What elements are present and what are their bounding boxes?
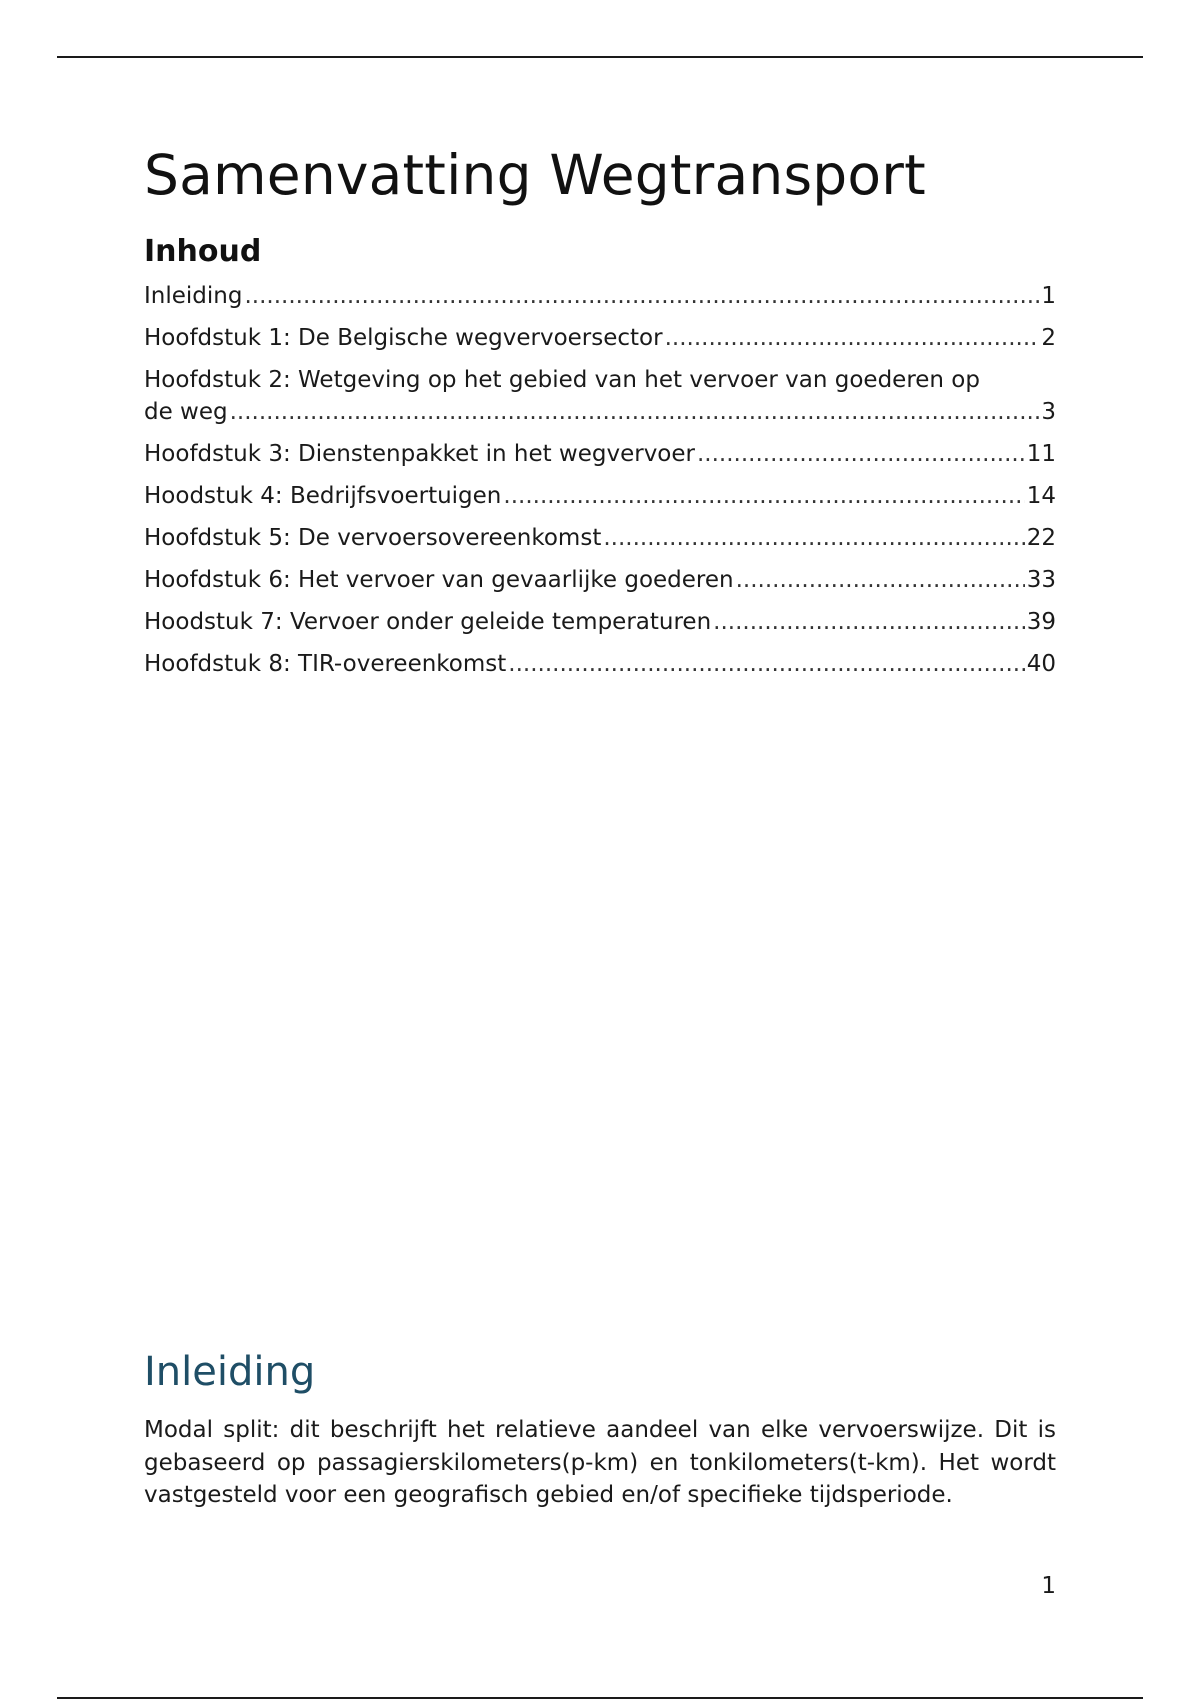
toc-entry-label: Hoofdstuk 6: Het vervoer van gevaarlijke goederen: [144, 567, 734, 593]
toc-entry-label: Hoodstuk 7: Vervoer onder geleide temperaturen: [144, 609, 712, 635]
toc-entry-label: Hoofdstuk 8: TIR-overeenkomst: [144, 651, 507, 677]
toc-dot-leader: [503, 480, 1024, 512]
toc-heading: Inhoud: [144, 234, 262, 269]
toc-entry-page: 11: [1026, 441, 1056, 467]
toc-entry-hoofdstuk-5[interactable]: [144, 522, 1056, 554]
toc-entry-page: 1: [1041, 283, 1056, 309]
toc-entry-hoofdstuk-4[interactable]: [144, 480, 1056, 512]
toc-entry-page: 2: [1041, 325, 1056, 351]
toc-dot-leader: [713, 606, 1025, 638]
toc-entry-hoofdstuk-1[interactable]: [144, 322, 1056, 354]
table-of-contents: [144, 280, 1056, 680]
toc-entry-hoofdstuk-3[interactable]: [144, 438, 1056, 470]
toc-entry-hoofdstuk-8[interactable]: [144, 648, 1056, 680]
section-paragraph: Modal split: dit beschrijft het relatieve aandeel van elke vervoerswijze. Dit is gebaseerd op passagierskilometers(p-km) en tonkilometers(t-km). Het wordt vastgesteld voor een geografisch gebied en/of specifieke tijdsperiode.: [144, 1417, 1056, 1508]
toc-entry-label: Hoofdstuk 3: Dienstenpakket in het wegvervoer: [144, 441, 695, 467]
toc-entry-page: 14: [1026, 483, 1056, 509]
toc-dot-leader: [697, 438, 1025, 470]
toc-entry-label: Hoodstuk 4: Bedrijfsvoertuigen: [144, 483, 502, 509]
toc-entry-label: Hoofdstuk 1: De Belgische wegvervoersector: [144, 325, 663, 351]
toc-entry-page: 22: [1026, 525, 1056, 551]
toc-dot-leader: [244, 280, 1039, 312]
document-body: [144, 140, 1056, 690]
document-title: Samenvatting Wegtransport: [144, 143, 926, 207]
toc-dot-leader: [230, 396, 1040, 428]
toc-entry-label: Hoofdstuk 2: Wetgeving op het gebied van het vervoer van goederen op: [144, 367, 980, 393]
toc-entry-label: Hoofdstuk 5: De vervoersovereenkomst: [144, 525, 602, 551]
toc-dot-leader: [603, 522, 1024, 554]
toc-entry-page: 33: [1026, 567, 1056, 593]
toc-dot-leader: [665, 322, 1040, 354]
toc-entry-page: 3: [1041, 399, 1056, 425]
toc-entry-hoofdstuk-2[interactable]: [144, 364, 1056, 428]
page-top-rule: [57, 56, 1143, 58]
toc-dot-leader: [736, 564, 1025, 596]
section-heading-inleiding: Inleiding: [144, 1349, 316, 1395]
page-number: 1: [1041, 1573, 1056, 1599]
toc-entry-label: Inleiding: [144, 283, 243, 309]
toc-entry-page: 39: [1026, 609, 1056, 635]
toc-entry-hoofdstuk-6[interactable]: [144, 564, 1056, 596]
toc-entry-label-continued: de weg: [144, 399, 228, 425]
toc-dot-leader: [508, 648, 1024, 680]
toc-entry-page: 40: [1026, 651, 1056, 677]
page-bottom-rule: [57, 1697, 1143, 1699]
toc-entry-hoofdstuk-7[interactable]: [144, 606, 1056, 638]
toc-entry-inleiding[interactable]: [144, 280, 1056, 312]
